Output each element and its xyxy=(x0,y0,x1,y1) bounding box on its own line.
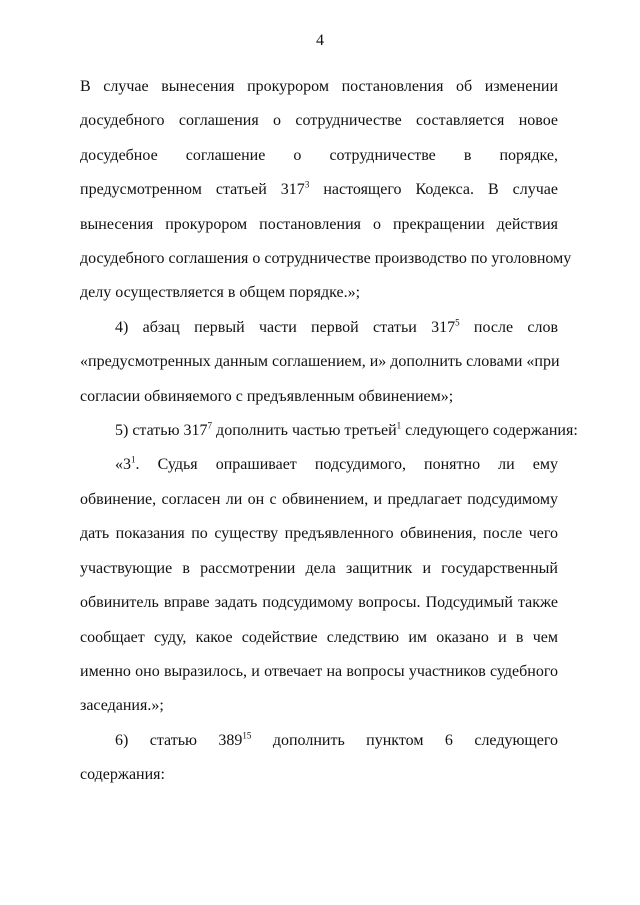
text-line: «предусмотренных данным соглашением, и» дополнить словами «при xyxy=(80,353,560,371)
superscript: 3 xyxy=(304,179,310,190)
text-line: заседания.»; xyxy=(80,697,164,715)
text-line: сообщает суду, какое содействие следствию им оказано и в чем xyxy=(80,628,558,646)
text-fragment: настоящего Кодекса. В случае xyxy=(309,181,558,199)
text-line xyxy=(80,724,558,758)
text-fragment: «3 xyxy=(115,456,131,474)
text-line: досудебного соглашения о сотрудничестве производство по уголовному xyxy=(80,250,572,268)
text-fragment: 6) статью 389 xyxy=(115,731,243,749)
superscript: 7 xyxy=(207,420,213,431)
paragraph-quoted-part xyxy=(80,448,558,723)
document-body xyxy=(80,70,578,793)
paragraph-item-5 xyxy=(80,414,578,448)
text-line: делу осуществляется в общем порядке.»; xyxy=(80,284,361,302)
paragraph-item-6 xyxy=(80,724,558,793)
text-fragment: дополнить пунктом 6 следующего xyxy=(251,731,558,749)
text-line: вынесения прокурором постановления о прекращении действия xyxy=(80,215,558,233)
page-number: 4 xyxy=(316,32,324,49)
superscript: 1 xyxy=(131,455,136,466)
text-line: В случае вынесения прокурором постановления об изменении xyxy=(80,78,558,95)
text-fragment: дополнить частью третьей xyxy=(212,422,397,440)
text-fragment: после слов xyxy=(459,318,558,336)
superscript: 15 xyxy=(242,730,252,741)
text-fragment: . Судья опрашивает подсудимого, понятно ли ему xyxy=(135,456,558,474)
superscript: 1 xyxy=(396,420,402,431)
text-fragment: 4) абзац первый части первой статьи 317 xyxy=(115,318,456,336)
text-line: согласии обвиняемого с предъявленным обвинением»; xyxy=(80,387,454,405)
text-fragment: следующего содержания: xyxy=(401,422,578,440)
text-line: досудебного соглашения о сотрудничестве составляется новое xyxy=(80,112,558,130)
text-line xyxy=(80,173,558,207)
text-line: обвинение, согласен ли он с обвинением, и предлагает подсудимому xyxy=(80,490,558,508)
text-line: участвующие в рассмотрении дела защитник и государственный xyxy=(80,559,558,577)
text-line: содержания: xyxy=(80,766,165,784)
text-line: именно оно выразилось, и отвечает на вопросы участников судебного xyxy=(80,662,558,680)
paragraph-continuation xyxy=(80,70,572,311)
text-fragment: 5) статью 317 xyxy=(115,422,208,440)
text-line xyxy=(80,311,558,345)
text-line: дать показания по существу предъявленного обвинения, после чего xyxy=(80,525,558,543)
superscript: 5 xyxy=(455,317,460,328)
text-line xyxy=(80,448,558,482)
text-line xyxy=(80,414,578,448)
text-line: обвинитель вправе задать подсудимому вопросы. Подсудимый также xyxy=(80,594,558,612)
paragraph-item-4 xyxy=(80,311,558,414)
text-fragment: предусмотренном статьей 317 xyxy=(80,181,305,199)
text-line: досудебное соглашение о сотрудничестве в порядке, xyxy=(80,146,558,164)
